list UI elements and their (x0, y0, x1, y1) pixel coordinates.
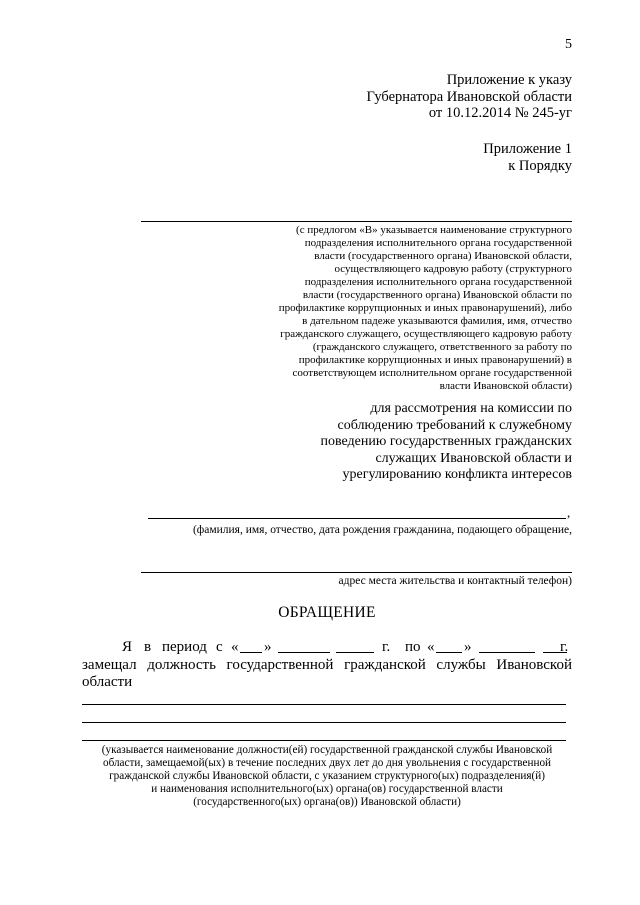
note-line: власти (государственного органа) Ивановской области, (314, 250, 572, 262)
note-line: осуществляющего кадровую работу (структурного (334, 263, 572, 275)
address-note: адрес места жительства и контактный телефон) (338, 575, 572, 587)
position-line-2: области (82, 674, 133, 690)
period-word-v: в (144, 639, 152, 655)
period-word-g-2: г. (560, 639, 569, 655)
commission-line: для рассмотрения на комиссии по (370, 401, 572, 416)
appendix-header-line: Приложение к указу (446, 72, 572, 88)
appendix-sub-line: к Порядку (508, 157, 572, 174)
period-word-period: период (162, 639, 207, 655)
period-word-po: по (405, 639, 421, 655)
appendix-header-line: Губернатора Ивановской области (366, 88, 572, 105)
note-line: профилактике коррупционных и иных правонарушений), либо (278, 302, 572, 314)
day-to-blank[interactable] (436, 639, 462, 653)
position-note-line: гражданской службы Ивановской области, с указанием структурного(ых) подразделения(й) (109, 770, 545, 782)
commission-text (252, 401, 572, 484)
year-from-blank[interactable] (336, 639, 374, 653)
period-word-g-1: г. (382, 639, 391, 655)
applicant-blank-line (148, 518, 566, 519)
applicant-comma: , (567, 505, 571, 520)
position-blank-line-2 (82, 722, 566, 723)
position-note-line: и наименования исполнительного(ых) органа(ов) государственной власти (151, 783, 503, 795)
commission-line: служащих Ивановской области и (375, 450, 572, 466)
note-line: (гражданского служащего, ответственного за работу по (312, 341, 572, 353)
note-line: подразделения исполнительного органа государственной (304, 276, 572, 288)
position-line-1: замещал должность государственной гражданской службы Ивановской (82, 657, 572, 673)
note-line: профилактике коррупционных и иных правонарушений) в (298, 354, 572, 366)
note-line: в дательном падеже указываются фамилия, имя, отчество (302, 315, 572, 327)
appendix-sub-line: Приложение 1 (483, 141, 572, 157)
note-line: подразделения исполнительного органа государственной (304, 237, 572, 249)
period-word-ya: Я (122, 639, 133, 655)
commission-line: поведению государственных гражданских (320, 434, 572, 450)
position-note-line: области, замещаемой(ых) в течение последних двух лет до дня увольнения с государственной (102, 757, 552, 769)
appendix-header-line: от 10.12.2014 № 245-уг (428, 105, 572, 121)
note-line: гражданского служащего, осуществляющего кадровую работу (280, 328, 572, 340)
month-to-blank[interactable] (479, 639, 535, 653)
month-from-blank[interactable] (278, 639, 330, 653)
applicant-note: (фамилия, имя, отчество, дата рождения гражданина, подающего обращение, (192, 524, 572, 536)
period-close-quote-1: » (264, 639, 272, 655)
position-note-line: (указывается наименование должности(ей) государственной гражданской службы Ивановской (101, 744, 553, 756)
appendix-sub-header (272, 141, 572, 174)
commission-line: соблюдению требований к служебному (337, 417, 572, 433)
addressee-blank-line (141, 221, 572, 222)
note-line: власти Ивановской области) (439, 380, 572, 392)
address-blank-line (141, 572, 572, 573)
note-line: власти (государственного органа) Ивановской области по (302, 289, 572, 301)
period-open-quote-2: « (427, 639, 435, 655)
day-from-blank[interactable] (240, 639, 262, 653)
document-title: ОБРАЩЕНИЕ (278, 604, 376, 621)
period-open-quote-1: « (231, 639, 239, 655)
commission-line: урегулированию конфликта интересов (342, 467, 572, 483)
period-word-s: с (216, 639, 223, 655)
note-line: соответствующем исполнительном органе государственной (292, 367, 572, 379)
period-close-quote-2: » (464, 639, 472, 655)
position-blank-line-1 (82, 704, 566, 705)
position-blank-line-3 (82, 740, 566, 741)
note-line: (с предлогом «В» указывается наименование структурного (296, 224, 572, 236)
appendix-header (272, 72, 572, 122)
addressee-note (142, 224, 572, 393)
page-number: 5 (565, 37, 572, 52)
position-note-line: (государственного(ых) органа(ов)) Ивановской области) (193, 796, 461, 808)
position-note (82, 744, 572, 809)
